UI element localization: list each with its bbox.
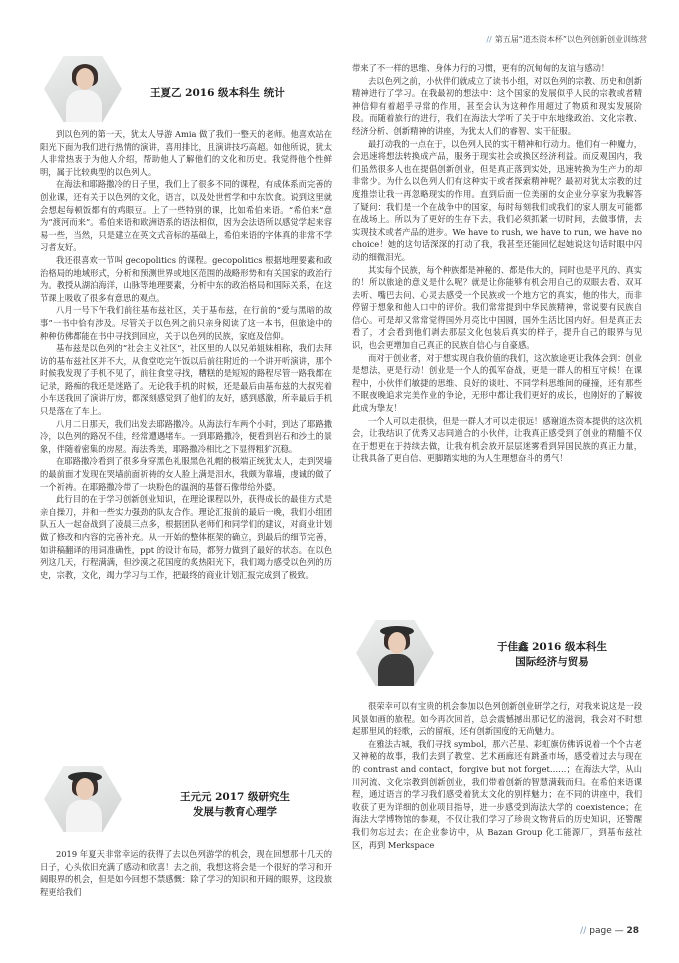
profile-subtitle-line: 国际经济与贸易 (515, 656, 589, 668)
profile-name-yu-jiaxin (462, 640, 642, 670)
page-footer: // page — 28 (580, 926, 639, 936)
paragraph: 一个人可以走很快，但是一群人才可以走很远！感谢道杰资本提供的这次机会，让我结识了优秀又志同道合的小伙伴，让我真正感受到了创业的精髓不仅在于想更在于持续去做，让我有机会放开层层迷雾看到异国民族的真正力量，让我具备了更自信、更脚踏实地的为人生理想奋斗的勇气！ (352, 415, 642, 464)
paragraph: 最打动我的一点在于，以色列人民的实干精神和行动力。他们有一种魔力，会迅速将想法转换成产品，服务于现实社会或换区经济利益。而反观国内，我们虽然很多人也在提倡创新创业，但是真正落到实处，迅速转换为生产力的却非常少。为什么以色列人们有这种实干或者探索精神呢？最初对犹太宗教的过度推崇让我一再忽略现实的作用。直到后面一位美丽的女企业分享家为我解答了疑问：我们是一个在战争中的国家，每时每刻我们或我们的家人朋友可能都在战场上。所以为了更好的生存下去，我们必须抓紧一切时间，去做事情，去实现技术或者产品的进步。We have to rush, we have to run, we have no choice！她的这句话深深的打动了我，我甚至还能回忆起她说这句话时眼中闪动的细微泪光。 (352, 138, 642, 262)
profile-photo-wang-yuanyuan (44, 766, 122, 832)
paragraph: 此行目的在于学习创新创业知识，在理论课程以外，获得成长的最佳方式是亲自操刀，并和一些实力强劲的队友合作。理论汇报前的最后一晚，我们小组团队五人一起奋战到了凌晨三点多，根据团队老师们和同学们的建议，对商业计划做了修改和内容的完善补充。从一开始的整体框架的确立，到最后的细节完善，如讲稿翻译的用词准确性，ppt 的设计布局，都努力做到了最好的状态。在以色列这几天，行程满满，但沙漠之花国度的炙热阳光下，我们竭力感受以色列的历史，宗教，文化，竭力学习与工作，把最终的商业计划汇报完成到了极致。 (40, 494, 332, 580)
body-shape (378, 654, 414, 686)
header-text: 第五届“道杰资本杯”以色列创新创业训练营 (494, 35, 647, 44)
footer-slash-icon: // (580, 926, 587, 936)
paragraph: 其实每个民族，每个种族都是神秘的、都是伟大的，同时也是平凡的、真实的！所以旅途的意义是什么呢？就是让你能够有机会用自己的双眼去看、双耳去听、嘴巴去问、心灵去感受一个民族或一个地方它的真实，他的伟大，而非停留于想象和他人口中的评价。我们常常提到中华民族精神，常说要有民族自信心。可是却又常常觉得国外月亮比中国圆，国外生活比国内好。但是真正去看了，才会看到他们剥去那层文化包装后真实的样子，提升自己的眼界与见识，也会更增加自己真正的民族自信心与自豪感。 (352, 264, 642, 351)
right-article-continued (352, 700, 642, 851)
page-header (486, 34, 647, 45)
paragraph: 而对于创业者，对于想实现自我价值的我们，这次旅途更让我体会到：创业是想法，更是行动！创业是一个人的孤军奋战，更是一群人的相互守候！在课程中，小伙伴们敏捷的思维、良好的谈吐、不同学科思维间的碰撞，还有那些不眠夜晚追求完美作业的争论，无形中都让我们更好的成长，也刚好的了解彼此成为挚友！ (352, 352, 642, 414)
paragraph: 在耶路撒冷看到了很多身穿黑色礼服黑色礼帽的极端正统犹太人，走到哭墙的最前面才发现在哭墙前面祈祷的女人脸上满是泪水，我颇为靠墙，虔诚的做了一个祈祷。在耶路撒冷带了一块粉色的温润的基督石像带给外婆。 (40, 456, 332, 492)
profile-photo-yu-jiaxin (356, 620, 434, 686)
face-shape (388, 632, 406, 654)
paragraph: 基布兹是以色列的“社会主义社区”，社区里的人以兄弟姐妹相称，我们去拜访的基布兹社区并不大，从食堂吃完午饭以后前往附近的一个讲开听演讲，那个时候我发现了手机不见了，前往食堂寻找，糟糕的是短短的路程尽管一路我都在记录，路痴的我还是迷路了。无论我手机的时候，还是最后由基布兹的大叔宪着小车送我回了演讲厅房，都深刻感觉到了他们的友好，感到感激，所幸最后手机只是落在了车上。 (40, 343, 332, 417)
paragraph: 我还很喜欢一节叫 gecopolitics 的课程。gecopolitics 根据地理要素和政治格局的地域形式，分析和预测世界或地区范围的战略形势和有关国家的政治行为。教授从湖泊海洋，山脉等地理要素，分析中东的政治格局和国际关系，在这节课上吸收了很多有意思的观点。 (40, 254, 332, 303)
paragraph: 很荣幸可以有宝贵的机会参加以色列创新创业研学之行，对我来说这是一段风景如画的旅程。如今再次回首，总会震憾撼出那记忆的滋润，我会对不时想起那里风的轻歌，云的留痕，还有创新国度的无尚魅力。 (352, 701, 642, 737)
paragraph: 到以色列的第一天，犹太人导游 Amia 做了我们一整天的老师。他喜欢站在阳光下面为我们进行热情的演讲，喜用排比，且演讲技巧高超。如他所说，犹太人非常热衷于为他人介绍，帮助他人了解他们的文化和历史。我觉得他个性鲜明，属于比较典型的以色列人。 (40, 129, 332, 177)
profile-name-line: 于佳鑫 2016 级本科生 (496, 641, 608, 653)
right-article-text (352, 62, 642, 465)
paragraph: 在海法和耶路撒冷的日子里，我们上了很多不同的课程，有成体系而完善的创业课，还有关于以色列的文化，语言，以及处世哲学和中东饮食。说到这里就会想起每顿饭都有的鸡眼豆。上了一些特别的课，比如希伯来语。“希伯来”意为“渡河而来”。希伯来语和欧洲语系的语法相似，因为会法语所以感觉学起来容易一些，当然，只是建立在英文式音标的基础上，希伯来语的字体真的非常不学习者友好。 (40, 179, 332, 253)
paragraph: 带来了不一样的思维、身体力行的习惯，更有的沉甸甸的友谊与感动！ (352, 63, 610, 73)
profile-photo-wang-xiayi (44, 56, 122, 122)
header-slash-icon: // (486, 35, 492, 44)
page-label: page (589, 926, 612, 936)
paragraph: 去以色列之前，小伙伴们就成立了读书小组，对以色列的宗教、历史和创新精神进行了学习。在我最初的想法中：这个国家的发展似乎人民的宗教或者精神信仰有着超乎寻常的作用，甚至会认为这种作用超过了物质和现实发展阶段。而随着旅行的进行，我们在海法大学听了关于中东地缘政治、文化宗教、经济分析、创新精神的讲座，为犹太人们的睿智、实干征服。 (352, 75, 642, 136)
paragraph: 2019 年夏天非常幸运的获得了去以色列游学的机会，现在回想那十几天的日子，心头依旧充满了感动和欣喜！去之前，我想这将会是一个很好的学习和开阔眼界的机会，但是如今回想不禁感慨：除了学习的知识和开阔的眼界，这段旅程更给我们 (40, 849, 332, 897)
body-shape (66, 800, 102, 832)
left-article-text (40, 128, 332, 581)
page-number: 28 (626, 926, 639, 936)
profile-name-line: 王元元 2017 级研究生 (179, 791, 291, 803)
profile-name-wang-yuanyuan (150, 790, 320, 820)
paragraph: 在雅法古城，我们寻找 symbol，那六芒星、彩虹旗仿佛诉说着一个个古老又神秘的故事，我们去到了教堂、艺术画廊还有跳蚤市场，感受着过去与现在的 contrast and contact，forgive but not forget……；在海法大学，从山川河流、文化宗教到创新创业，我们带着创新的智慧满载而归。在希伯来语课程，通过语言的学习我们感受着犹太文化的别样魅力；在不同的讲座中，我们收获了更为详细的创业项目指导，进一步感受到海法大学的 coexistence；在海法大学博物馆的参观，不仅让我们学习了珍贵文物背后的历史知识，还警醒我们勿忘过去；在企业参访中，从 Bazan Group 化工能源厂，到基布兹社区，再到 Merkspace (352, 738, 642, 850)
profile-name-wang-xiayi: 王夏乙 2016 级本科生 统计 (150, 87, 285, 99)
body-shape (66, 90, 102, 122)
profile-subtitle-line: 发展与教育心理学 (193, 806, 277, 818)
paragraph: 八月一号下午我们前往基布兹社区，关于基布兹，在行前的“爱与黑暗的故事”一书中恰有涉及。尽管关于以色列之前只亲身阅读了这一本书，但旅途中的种种仿佛都能在书中寻找到回应，关于以色列的民族，家庭及信仰。 (40, 305, 332, 341)
face-shape (76, 68, 94, 90)
face-shape (76, 778, 94, 800)
left-article-continued (40, 848, 332, 898)
paragraph: 八月二日那天，我们出发去耶路撒冷。从海法行车两个小时，到达了耶路撒冷，以色列的路况不佳，经常遭遇堵车。一到耶路撒冷，便看到岩石和沙土的景象，伴随着密集的房屋。海法秀美，耶路撒冷相比之下显得粗犷沉稳。 (40, 418, 332, 454)
